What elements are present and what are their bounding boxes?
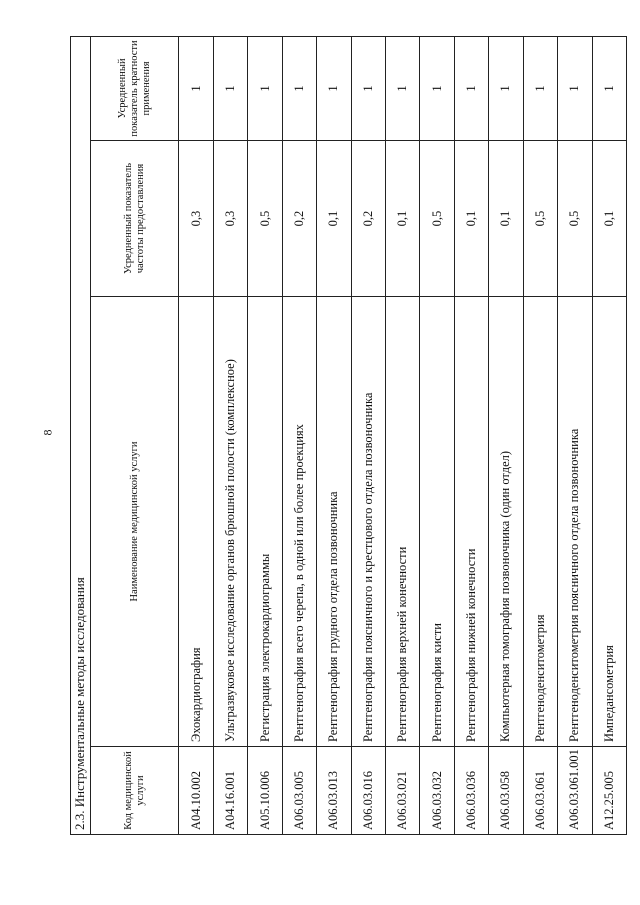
- frequency-value: 0,5: [248, 141, 282, 297]
- table-row: [592, 36, 626, 834]
- table-row: [248, 36, 282, 834]
- table-row: [351, 36, 385, 834]
- table-row: [317, 36, 351, 834]
- multiplicity-value: 1: [317, 36, 351, 140]
- table-row: [420, 36, 454, 834]
- table-row: [454, 36, 488, 834]
- service-code: A06.03.058: [489, 747, 523, 835]
- service-name: Компьютерная томография позвоночника (один отдел): [489, 297, 523, 747]
- service-name: Рентгеноденситометрия поясничного отдела позвоночника: [558, 297, 592, 747]
- service-name: Эхокардиография: [179, 297, 213, 747]
- table-row: [179, 36, 213, 834]
- multiplicity-value: 1: [420, 36, 454, 140]
- header-name: Наименование медицинской услуги: [90, 297, 179, 747]
- table-frame: [70, 37, 627, 835]
- multiplicity-value: 1: [454, 36, 488, 140]
- multiplicity-value: 1: [592, 36, 626, 140]
- frequency-value: 0,3: [213, 141, 247, 297]
- frequency-value: 0,3: [179, 141, 213, 297]
- service-code: A06.03.036: [454, 747, 488, 835]
- header-code: Код медицинской услуги: [90, 747, 179, 835]
- service-code: A05.10.006: [248, 747, 282, 835]
- service-code: A06.03.032: [420, 747, 454, 835]
- service-name: Рентгенография поясничного и крестцового отдела позвоночника: [351, 297, 385, 747]
- frequency-value: 0,1: [454, 141, 488, 297]
- multiplicity-value: 1: [179, 36, 213, 140]
- multiplicity-value: 1: [523, 36, 557, 140]
- service-code: A06.03.021: [386, 747, 420, 835]
- service-code: A06.03.061: [523, 747, 557, 835]
- service-name: Рентгенография грудного отдела позвоночника: [317, 297, 351, 747]
- service-code: A06.03.016: [351, 747, 385, 835]
- frequency-value: 0,1: [592, 141, 626, 297]
- table-row: [213, 36, 247, 834]
- multiplicity-value: 1: [282, 36, 316, 140]
- section-title: 2.3. Инструментальные методы исследования: [71, 36, 91, 834]
- frequency-value: 0,2: [282, 141, 316, 297]
- header-multiplicity: Усредненный показатель кратности применения: [90, 36, 179, 140]
- multiplicity-value: 1: [386, 36, 420, 140]
- service-code: A06.03.013: [317, 747, 351, 835]
- multiplicity-value: 1: [351, 36, 385, 140]
- service-name: Импедансометрия: [592, 297, 626, 747]
- frequency-value: 0,5: [558, 141, 592, 297]
- service-code: A12.25.005: [592, 747, 626, 835]
- services-table: [70, 36, 627, 835]
- table-row: [558, 36, 592, 834]
- table-header-row: [90, 36, 179, 834]
- service-code: A06.03.005: [282, 747, 316, 835]
- frequency-value: 0,5: [420, 141, 454, 297]
- service-name: Рентгенография верхней конечности: [386, 297, 420, 747]
- service-code: A04.16.001: [213, 747, 247, 835]
- table-row: [386, 36, 420, 834]
- service-name: Рентгенография нижней конечности: [454, 297, 488, 747]
- header-frequency: Усредненный показатель частоты предоставления: [90, 141, 179, 297]
- service-name: Рентгенография кисти: [420, 297, 454, 747]
- page-number: 8: [40, 429, 55, 436]
- multiplicity-value: 1: [489, 36, 523, 140]
- service-code: A06.03.061.001: [558, 747, 592, 835]
- frequency-value: 0,1: [317, 141, 351, 297]
- frequency-value: 0,5: [523, 141, 557, 297]
- multiplicity-value: 1: [248, 36, 282, 140]
- table-row: [489, 36, 523, 834]
- service-code: A04.10.002: [179, 747, 213, 835]
- frequency-value: 0,1: [386, 141, 420, 297]
- service-name: Ультразвуковое исследование органов брюшной полости (комплексное): [213, 297, 247, 747]
- service-name: Рентгенография всего черепа, в одной или более проекциях: [282, 297, 316, 747]
- service-name: Рентгеноденситометрия: [523, 297, 557, 747]
- multiplicity-value: 1: [558, 36, 592, 140]
- frequency-value: 0,1: [489, 141, 523, 297]
- frequency-value: 0,2: [351, 141, 385, 297]
- multiplicity-value: 1: [213, 36, 247, 140]
- rotated-table-region: [70, 37, 627, 835]
- table-row: [523, 36, 557, 834]
- table-row: [282, 36, 316, 834]
- service-name: Регистрация электрокардиограммы: [248, 297, 282, 747]
- section-title-row: [71, 36, 91, 834]
